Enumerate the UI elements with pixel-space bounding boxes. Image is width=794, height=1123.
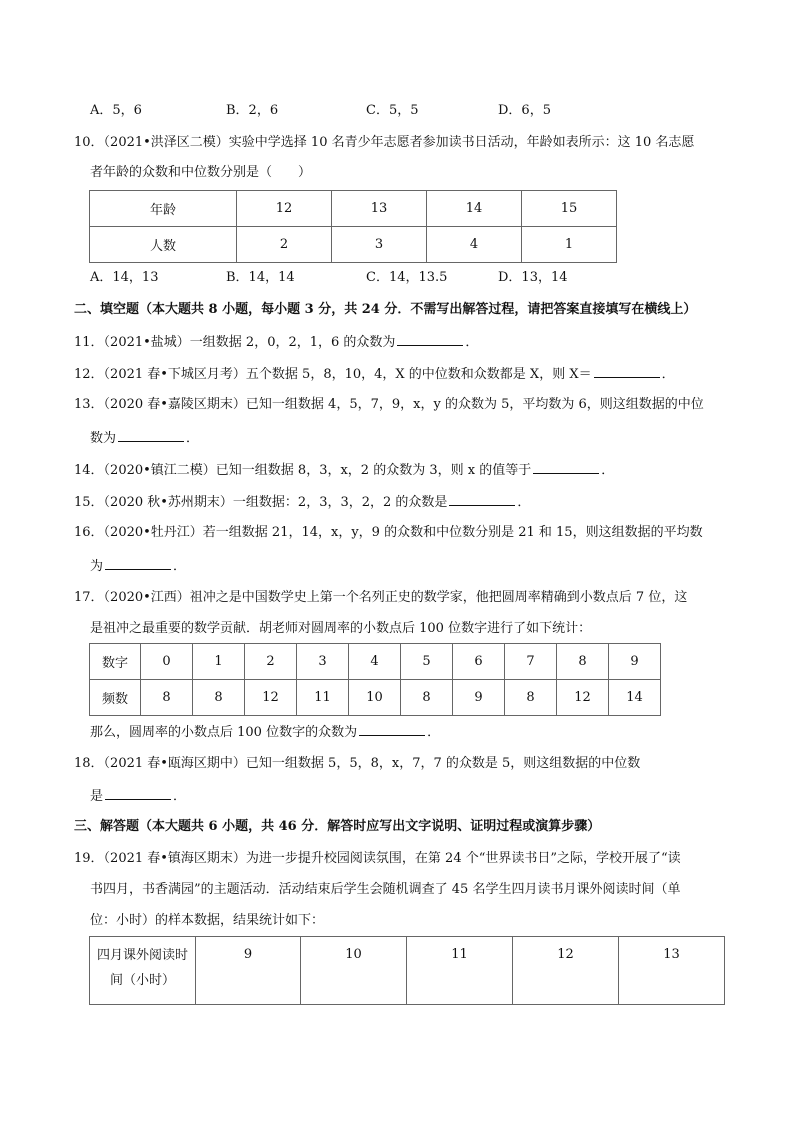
- table-cell: 1: [193, 644, 245, 680]
- q15: [74, 491, 530, 513]
- answer-blank: [533, 459, 599, 474]
- q17-text: 那么，圆周率的小数点后 100 位数字的众数为: [90, 725, 358, 740]
- table-cell: 12: [245, 680, 297, 716]
- q9-options: [90, 101, 650, 121]
- table-row: [90, 680, 661, 716]
- table-header-cell: [90, 937, 196, 1005]
- q16-line-1: 16．（2020•牡丹江）若一组数据 21，14，x，y，9 的众数和中位数分别是 21 和 15，则这组数据的平均数: [74, 525, 703, 540]
- q11-text: 11．（2021•盐城）一组数据 2，0，2，1，6 的众数为: [74, 335, 396, 350]
- table-row: [90, 644, 661, 680]
- table-cell: 15: [522, 191, 617, 227]
- q12-text: 12．（2021 春•下城区月考）五个数据 5，8，10，4，X 的中位数和众数都是 X，则 X＝: [74, 367, 592, 382]
- table-row: [90, 191, 617, 227]
- q16-end: ．: [173, 559, 187, 574]
- q18-line-1: 18．（2021 春•瓯海区期中）已知一组数据 5，5，8，x，7，7 的众数是 5，则这组数据的中位数: [74, 756, 641, 771]
- table-cell: 3: [332, 227, 427, 263]
- q10-options: [90, 268, 650, 288]
- q13-end: ．: [186, 431, 200, 446]
- answer-blank: [397, 331, 463, 346]
- table-header-line: 四月课外阅读时: [96, 948, 188, 963]
- q19-line-1: 19．（2021 春•镇海区期末）为进一步提升校园阅读氛围，在第 24 个“世界读书日”之际，学校开展了“读: [74, 851, 681, 866]
- q17-line-2: 是祖冲之最重要的数学贡献．胡老师对圆周率的小数点后 100 位数字进行了如下统计：: [90, 621, 592, 636]
- table-cell: 9: [453, 680, 505, 716]
- answer-blank: [105, 555, 171, 570]
- q12-end: ．: [661, 367, 675, 382]
- q15-end: ．: [517, 495, 531, 510]
- table-cell: 9: [196, 937, 301, 1005]
- q13-line-1: 13．（2020 春•嘉陵区期末）已知一组数据 4，5，7，9，x，y 的众数为 5，平均数为 6，则这组数据的中位: [74, 397, 704, 412]
- table-cell: 7: [505, 644, 557, 680]
- table-cell: 6: [453, 644, 505, 680]
- table-row: [90, 937, 725, 1005]
- answer-blank: [118, 427, 184, 442]
- q18-text: 是: [90, 789, 104, 804]
- answer-blank: [105, 785, 171, 800]
- q14-text: 14．（2020•镇江二模）已知一组数据 8，3，x，2 的众数为 3，则 x 的值等于: [74, 463, 532, 478]
- q9-option-a: A．5，6: [90, 103, 142, 118]
- q17-digit-table: [89, 643, 661, 716]
- q10-line-2: 者年龄的众数和中位数分别是（ ）: [90, 165, 312, 180]
- table-cell: 10: [301, 937, 407, 1005]
- q15-text: 15．（2020 秋•苏州期末）一组数据：2，3，3，2，2 的众数是: [74, 495, 448, 510]
- table-cell: 4: [349, 644, 401, 680]
- q13-line-2: [90, 427, 199, 449]
- table-cell: 8: [557, 644, 609, 680]
- table-cell: 13: [619, 937, 725, 1005]
- table-cell: 8: [193, 680, 245, 716]
- q14-end: ．: [601, 463, 615, 478]
- q10-option-b: B．14，14: [226, 270, 295, 285]
- q10-line-1: 10．（2021•洪泽区二模）实验中学选择 10 名青少年志愿者参加读书日活动，年龄如表所示：这 10 名志愿: [74, 135, 695, 150]
- table-cell: 12: [237, 191, 332, 227]
- section-3-title: 三、解答题（本大题共 6 小题，共 46 分．解答时应写出文字说明、证明过程或演算步骤）: [74, 819, 601, 834]
- q10-option-c: C．14，13.5: [366, 270, 448, 285]
- q19-line-3: 位：小时）的样本数据，结果统计如下：: [90, 913, 325, 928]
- q11: [74, 331, 478, 353]
- q12: [74, 363, 675, 385]
- q19-reading-time-table: [89, 936, 725, 1005]
- q18-end: ．: [173, 789, 187, 804]
- table-header-line: 间（小时）: [109, 973, 175, 988]
- q18-line-2: [90, 785, 186, 807]
- table-cell: 11: [407, 937, 513, 1005]
- answer-blank: [449, 491, 515, 506]
- table-cell: 频数: [90, 680, 141, 716]
- q10-option-d: D．13，14: [498, 270, 568, 285]
- q9-option-d: D．6，5: [498, 103, 551, 118]
- q10-option-a: A．14，13: [90, 270, 159, 285]
- table-cell: 人数: [90, 227, 237, 263]
- table-cell: 10: [349, 680, 401, 716]
- table-cell: 12: [513, 937, 619, 1005]
- table-cell: 0: [141, 644, 193, 680]
- q14: [74, 459, 614, 481]
- table-cell: 2: [237, 227, 332, 263]
- q16-line-2: [90, 555, 186, 577]
- q9-option-b: B．2，6: [226, 103, 279, 118]
- q9-option-c: C．5，5: [366, 103, 419, 118]
- table-cell: 2: [245, 644, 297, 680]
- table-cell: 13: [332, 191, 427, 227]
- q17-line-1: 17．（2020•江西）祖冲之是中国数学史上第一个名列正史的数学家，他把圆周率精确到小数点后 7 位，这: [74, 590, 688, 605]
- q17-line-3: [90, 721, 440, 743]
- answer-blank: [359, 721, 425, 736]
- table-cell: 9: [609, 644, 661, 680]
- q10-age-table: [89, 190, 617, 263]
- table-cell: 8: [505, 680, 557, 716]
- table-cell: 4: [427, 227, 522, 263]
- q16-text: 为: [90, 559, 104, 574]
- table-row: [90, 227, 617, 263]
- q11-end: ．: [465, 335, 479, 350]
- answer-blank: [594, 363, 660, 378]
- table-cell: 年龄: [90, 191, 237, 227]
- q17-end: ．: [427, 725, 441, 740]
- section-2-title: 二、填空题（本大题共 8 小题，每小题 3 分，共 24 分．不需写出解答过程，请把答案直接填写在横线上）: [74, 302, 697, 317]
- table-cell: 8: [141, 680, 193, 716]
- table-cell: 14: [609, 680, 661, 716]
- table-cell: 12: [557, 680, 609, 716]
- table-cell: 11: [297, 680, 349, 716]
- table-cell: 3: [297, 644, 349, 680]
- q13-text: 数为: [90, 431, 117, 446]
- table-cell: 5: [401, 644, 453, 680]
- q19-line-2: 书四月，书香满园”的主题活动．活动结束后学生会随机调查了 45 名学生四月读书月课外阅读时间（单: [90, 882, 681, 897]
- table-cell: 1: [522, 227, 617, 263]
- table-cell: 8: [401, 680, 453, 716]
- table-cell: 14: [427, 191, 522, 227]
- table-cell: 数字: [90, 644, 141, 680]
